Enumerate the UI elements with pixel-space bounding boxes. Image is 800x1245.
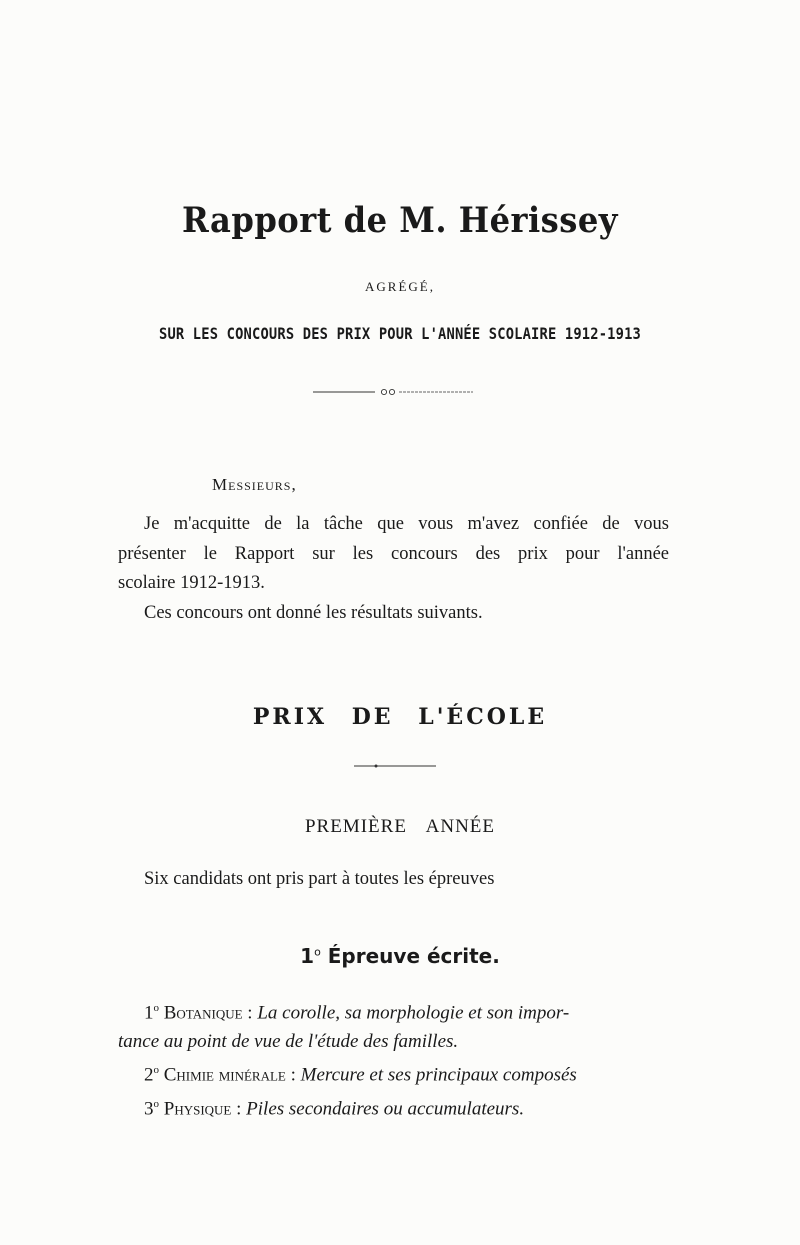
subject-degree: o	[153, 1064, 159, 1077]
subject-number: 3	[144, 1097, 154, 1119]
exam-title	[0, 944, 800, 968]
subject-separator: :	[242, 1002, 258, 1024]
subject-degree: o	[153, 1097, 159, 1110]
year-title: PREMIÈRE ANNÉE	[304, 816, 496, 837]
subject-name: Physique	[163, 1097, 232, 1119]
subject-degree: o	[153, 1002, 159, 1014]
intro-paragraph	[118, 510, 669, 628]
report-heading: SUR LES CONCOURS DES PRIX POUR L'ANNÉE SCOLAIRE 1912-1913	[158, 324, 642, 343]
subject-item	[144, 1090, 669, 1123]
paragraph-line: présenter le Rapport sur les concours des prix pour l'année	[118, 543, 669, 564]
subject-item	[144, 994, 669, 1027]
paragraph-line: Ces concours ont donné les résultats suivants.	[144, 602, 483, 623]
subject-topic: tance au point de vue de l'étude des familles.	[118, 1031, 459, 1053]
exam-label: Épreuve écrite.	[327, 944, 500, 968]
subject-topic: Mercure et ses principaux composés	[300, 1064, 577, 1086]
subject-topic: Piles secondaires ou accumulateurs.	[246, 1097, 525, 1119]
salutation: Messieurs,	[212, 475, 297, 494]
subject-number: 1	[144, 1002, 154, 1024]
report-title: Rapport de M. Hérissey	[182, 200, 618, 241]
subject-separator: :	[285, 1064, 301, 1086]
subject-item	[144, 1056, 669, 1089]
subject-name: Chimie minérale	[163, 1064, 286, 1086]
subject-number: 2	[144, 1064, 154, 1086]
subject-separator: :	[231, 1097, 247, 1119]
exam-degree: o	[314, 945, 321, 959]
author-rank: AGRÉGÉ,	[365, 279, 435, 294]
subject-list	[118, 994, 669, 1123]
section-rule	[354, 764, 436, 768]
candidates-note: Six candidats ont pris part à toutes les épreuves	[144, 869, 495, 889]
subject-topic: La corolle, sa morphologie et son impor-	[257, 1002, 570, 1024]
exam-number: 1	[300, 944, 315, 968]
subject-name: Botanique	[163, 1002, 243, 1024]
paragraph-line: Je m'acquitte de la tâche que vous m'avez confiée de vous	[144, 514, 669, 534]
subject-item-continuation	[118, 1027, 669, 1056]
ornament-divider	[313, 388, 473, 396]
paragraph-line: scolaire 1912-1913.	[118, 573, 265, 593]
section-title: PRIX DE L'ÉCOLE	[252, 704, 548, 730]
